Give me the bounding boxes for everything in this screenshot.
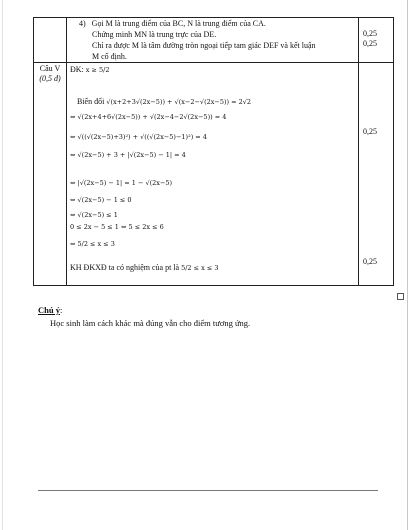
question-cell: [34, 63, 67, 286]
content-line: Chỉ ra được M là tâm đường tròn ngoại tiếp tam giác DEF và kết luận: [92, 41, 316, 50]
score-value: 0,25: [363, 39, 377, 48]
note-colon: :: [59, 305, 63, 315]
footer-divider: [38, 490, 378, 491]
content-line: M cố định.: [92, 52, 127, 61]
question-points: (0,5 đ): [39, 74, 61, 83]
item-number: 4): [79, 19, 86, 28]
question-label: Câu V: [39, 64, 61, 73]
equation-line: ⇔ √(2x+4+6√(2x−5)) + √(2x−4−2√(2x−5)) = 4: [70, 113, 227, 121]
table-resize-handle[interactable]: [397, 293, 404, 300]
page-edge-right: [407, 0, 408, 530]
content-line: Gọi M là trung điểm của BC, N là trung điểm của CA.: [91, 19, 266, 28]
equation-line: ⇔ √(2x−5) + 3 + |√(2x−5) − 1| = 4: [70, 151, 186, 159]
equation-line: 0 ≤ 2x − 5 ≤ 1 ⇔ 5 ≤ 2x ≤ 6: [70, 223, 164, 231]
score-cell: [359, 63, 394, 286]
answer-table: [33, 17, 394, 286]
equation-line: ⇔ √(2x−5) ≤ 1: [70, 211, 118, 219]
page-edge-left: [2, 0, 3, 530]
equation-line: ⇔ √((√(2x−5)+3)²) + √((√(2x−5)−1)²) = 4: [70, 133, 207, 141]
content-cell: [67, 18, 359, 63]
score-value: 0,25: [363, 127, 377, 136]
conclusion-math: 5/2 ≤ x ≤ 3: [181, 264, 219, 272]
equation-line: ⇔ √(2x−5) − 1 ≤ 0: [70, 196, 132, 204]
table-row: [34, 63, 394, 286]
score-value: 0,25: [363, 257, 377, 266]
score-cell: [359, 18, 394, 63]
note-title: Chú ý: [38, 305, 60, 315]
content-line: Chứng minh MN là trung trực của DE.: [92, 30, 217, 39]
equation-line: ⇔ 5/2 ≤ x ≤ 3: [70, 240, 115, 248]
question-cell: [34, 18, 67, 63]
transform-label: Biến đổi: [77, 97, 105, 106]
content-cell: [67, 63, 359, 286]
condition-label: ĐK:: [70, 65, 84, 74]
conclusion-text: KH ĐKXĐ ta có nghiệm của pt là: [70, 263, 180, 272]
table-row: [34, 18, 394, 63]
equation-line: ⇔ |√(2x−5) − 1| = 1 − √(2x−5): [70, 179, 173, 187]
condition-math: x ≥ 5/2: [85, 66, 110, 74]
note-heading: [38, 305, 62, 315]
score-value: 0,25: [363, 29, 377, 38]
note-text: Học sinh làm cách khác mà đúng vẫn cho điểm tương ứng.: [50, 318, 251, 328]
equation-line: √(x+2+3√(2x−5)) + √(x−2−√(2x−5)) = 2√2: [106, 98, 252, 106]
